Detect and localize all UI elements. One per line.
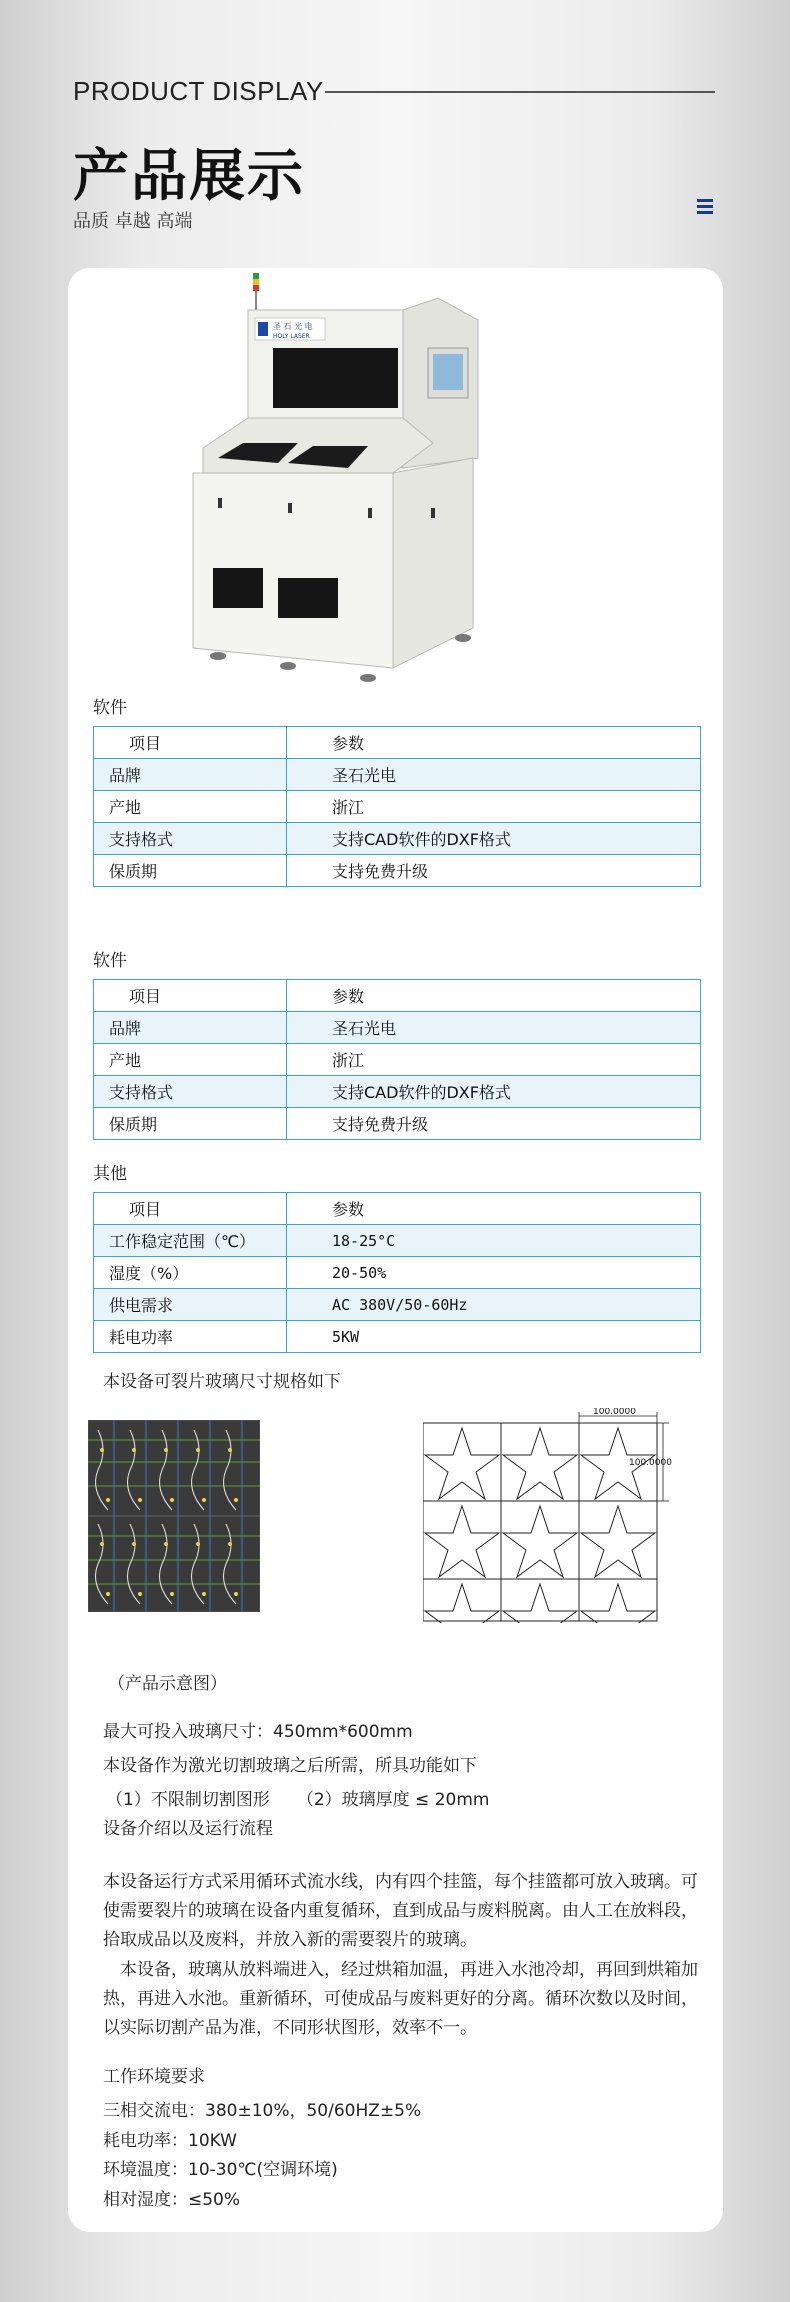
environment-line-temperature: 环境温度：10-30℃(空调环境) [103, 2160, 338, 2180]
table-cell: 20-50% [287, 1257, 701, 1289]
table-row [94, 1012, 701, 1044]
table-row [94, 980, 701, 1012]
table-cell: AC 380V/50-60Hz [287, 1289, 701, 1321]
table-cell: 5KW [287, 1321, 701, 1353]
table-row [94, 1193, 701, 1225]
glass-size-intro: 本设备可裂片玻璃尺寸规格如下 [103, 1372, 341, 1392]
spec-table-other [93, 1192, 701, 1353]
machine-brand-en: HOLY LASER [273, 333, 310, 340]
spec-table-software-1 [93, 726, 701, 887]
table-cell: 浙江 [287, 791, 701, 823]
description-paragraph-1: 本设备运行方式采用循环式流水线，内有四个挂篮，每个挂篮都可放入玻璃。可使需要裂片的玻璃在设备内重复循环，直到成品与废料脱离。由人工在放料段，拾取成品以及废料，并放入新的需要裂片的玻璃。 [103, 1872, 698, 1950]
environment-title: 工作环境要求 [103, 2067, 205, 2087]
page-title: 产品展示 [73, 144, 305, 209]
table-row [94, 1289, 701, 1321]
environment-line-humidity: 相对湿度：≤50% [103, 2189, 241, 2210]
max-glass-size: 最大可投入玻璃尺寸：450mm*600mm [103, 1722, 413, 1742]
table-header-param: 参数 [287, 1193, 701, 1225]
header-divider [325, 91, 715, 93]
environment-line-power: 三相交流电：380±10%，50/60HZ±5% [103, 2101, 422, 2121]
table-cell: 18-25°C [287, 1225, 701, 1257]
table-row [94, 1225, 701, 1257]
page-subtitle: 品质 卓越 高端 [73, 211, 193, 232]
table-cell: 浙江 [287, 1044, 701, 1076]
table-cell: 圣石光电 [287, 759, 701, 791]
spec-table-software-2 [93, 979, 701, 1140]
table-cell: 支持CAD软件的DXF格式 [287, 1076, 701, 1108]
dimension-width: 100.0000 [593, 1408, 636, 1417]
table-cell: 支持免费升级 [287, 1108, 701, 1140]
table-cell: 支持CAD软件的DXF格式 [287, 823, 701, 855]
section-title-software-1: 软件 [93, 698, 127, 718]
function-intro: 本设备作为激光切割玻璃之后所需，所具功能如下 [103, 1756, 477, 1776]
table-header-param: 参数 [287, 980, 701, 1012]
table-row [94, 855, 701, 887]
table-cell: 耗电功率 [94, 1321, 287, 1353]
table-cell: 产地 [94, 791, 287, 823]
description-paragraph-2: 本设备，玻璃从放料端进入，经过烘箱加温，再进入水池冷却，再回到烘箱加热，再进入水池。重新循环，可使成品与废料更好的分离。循环次数以及时间，以实际切割产品为准，不同形状图形，效率不一。 [103, 1960, 698, 2038]
environment-line-consumption: 耗电功率：10KW [103, 2130, 237, 2151]
table-cell: 支持免费升级 [287, 855, 701, 887]
table-cell: 品牌 [94, 1012, 287, 1044]
machine-image [163, 268, 633, 698]
diagram-caption: （产品示意图） [108, 1674, 227, 1694]
flow-title: 设备介绍以及运行流程 [103, 1819, 273, 1839]
feature-list: （1）不限制切割图形 （2）玻璃厚度 ≤ 20mm [106, 1790, 490, 1810]
table-header-item: 项目 [94, 980, 287, 1012]
table-cell: 支持格式 [94, 1076, 287, 1108]
table-cell: 品牌 [94, 759, 287, 791]
header-title-en: PRODUCT DISPLAY [73, 76, 324, 106]
star-grid-diagram [423, 1408, 678, 1623]
table-cell: 工作稳定范围（℃） [94, 1225, 287, 1257]
table-cell: 保质期 [94, 855, 287, 887]
table-cell: 供电需求 [94, 1289, 287, 1321]
table-row [94, 1108, 701, 1140]
table-header-item: 项目 [94, 727, 287, 759]
table-cell: 产地 [94, 1044, 287, 1076]
table-row [94, 1076, 701, 1108]
dimension-height: 100.0000 [629, 1458, 672, 1468]
section-title-other: 其他 [93, 1164, 127, 1184]
cut-pattern-image [88, 1420, 260, 1612]
table-row [94, 1044, 701, 1076]
table-row [94, 791, 701, 823]
table-header-param: 参数 [287, 727, 701, 759]
environment-list [103, 2097, 421, 2215]
table-row [94, 1257, 701, 1289]
machine-brand-cn: 圣 石 光 电 [273, 322, 313, 331]
table-row [94, 1321, 701, 1353]
table-header-item: 项目 [94, 1193, 287, 1225]
table-cell: 湿度（%） [94, 1257, 287, 1289]
table-cell: 保质期 [94, 1108, 287, 1140]
table-cell: 圣石光电 [287, 1012, 701, 1044]
content-card [68, 268, 723, 2232]
menu-icon[interactable] [697, 199, 713, 217]
section-title-software-2: 软件 [93, 951, 127, 971]
table-row [94, 759, 701, 791]
table-cell: 支持格式 [94, 823, 287, 855]
table-row [94, 823, 701, 855]
table-row [94, 727, 701, 759]
